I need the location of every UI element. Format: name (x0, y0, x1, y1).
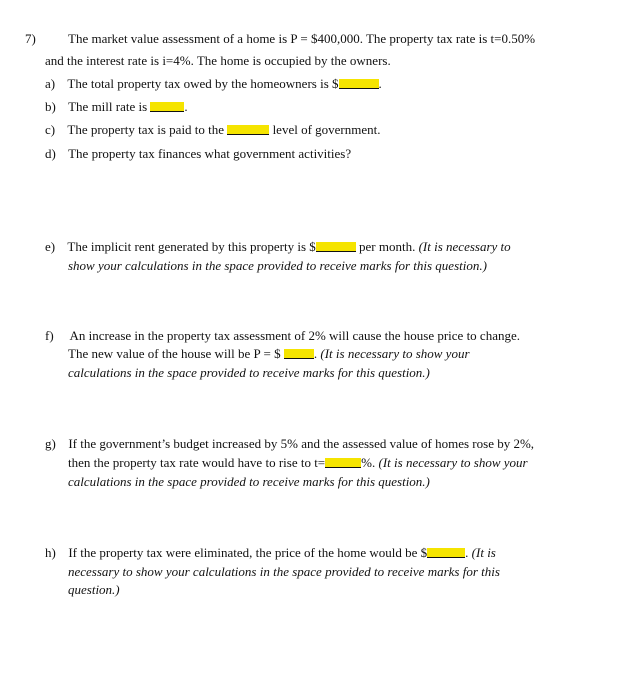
part-f-note-2: calculations in the space provided to receive marks for this question.) (68, 365, 430, 380)
question-intro-line-2: and the interest rate is i=4%. The home is occupied by the owners. (45, 53, 391, 68)
answer-blank-a[interactable] (339, 79, 379, 89)
part-f-after: . (313, 346, 318, 361)
part-a-label: a) (45, 76, 56, 91)
part-c-after: level of government. (272, 122, 381, 137)
part-e-note-1: (It is necessary to (418, 239, 511, 254)
part-a-text: The total property tax owed by the homeowners is $ (67, 76, 339, 91)
part-f-note-1: (It is necessary to show your (320, 346, 470, 361)
part-f-label: f) (45, 328, 54, 343)
part-d-label: d) (45, 146, 56, 161)
part-h-note-2: necessary to show your calculations in the space provided to receive marks for this (68, 564, 500, 579)
part-b-text: The mill rate is (68, 99, 148, 114)
part-f (45, 328, 520, 344)
part-h-label: h) (45, 545, 56, 560)
part-a (45, 76, 382, 92)
answer-blank-c[interactable] (227, 125, 269, 135)
part-g-after: %. (361, 455, 376, 470)
part-h-text-1: If the property tax were eliminated, the price of the home would be $ (68, 545, 428, 560)
part-g-note-2: calculations in the space provided to receive marks for this question.) (68, 474, 430, 489)
part-e-after: per month. (359, 239, 416, 254)
answer-blank-g[interactable] (325, 458, 361, 468)
part-e-note-2: show your calculations in the space provided to receive marks for this question.) (68, 258, 487, 273)
answer-blank-b[interactable] (150, 102, 184, 112)
part-e-label: e) (45, 239, 56, 254)
part-h-note-3: question.) (68, 582, 120, 597)
part-b (45, 99, 188, 115)
part-e (45, 239, 511, 255)
part-g-label: g) (45, 436, 56, 451)
answer-blank-e[interactable] (316, 242, 356, 252)
part-b-label: b) (45, 99, 56, 114)
answer-blank-h[interactable] (427, 548, 465, 558)
question-intro-line-1: The market value assessment of a home is P = $400,000. The property tax rate is t=0.50% (68, 31, 536, 46)
part-f-line-2 (68, 346, 470, 362)
part-c (45, 122, 381, 138)
part-c-text: The property tax is paid to the (67, 122, 225, 137)
part-g-note-1: (It is necessary to show your (378, 455, 528, 470)
part-h (45, 545, 496, 561)
part-e-text: The implicit rent generated by this property is $ (67, 239, 316, 254)
part-a-after: . (378, 76, 382, 91)
part-g (45, 436, 534, 452)
part-b-after: . (184, 99, 188, 114)
part-d-text: The property tax finances what government activities? (68, 146, 352, 161)
question-number: 7) (25, 31, 36, 46)
part-c-label: c) (45, 122, 56, 137)
part-h-after: . (465, 545, 469, 560)
part-d (45, 146, 351, 162)
part-f-text-2: The new value of the house will be P = $ (68, 346, 281, 361)
part-h-note-1: (It is (471, 545, 496, 560)
part-g-line-2 (68, 455, 528, 471)
answer-blank-f[interactable] (284, 349, 314, 359)
part-g-text-2: then the property tax rate would have to rise to t= (68, 455, 326, 470)
part-f-text-1: An increase in the property tax assessment of 2% will cause the house price to change. (69, 328, 520, 343)
part-g-text-1: If the government’s budget increased by 5% and the assessed value of homes rose by 2%, (68, 436, 535, 451)
